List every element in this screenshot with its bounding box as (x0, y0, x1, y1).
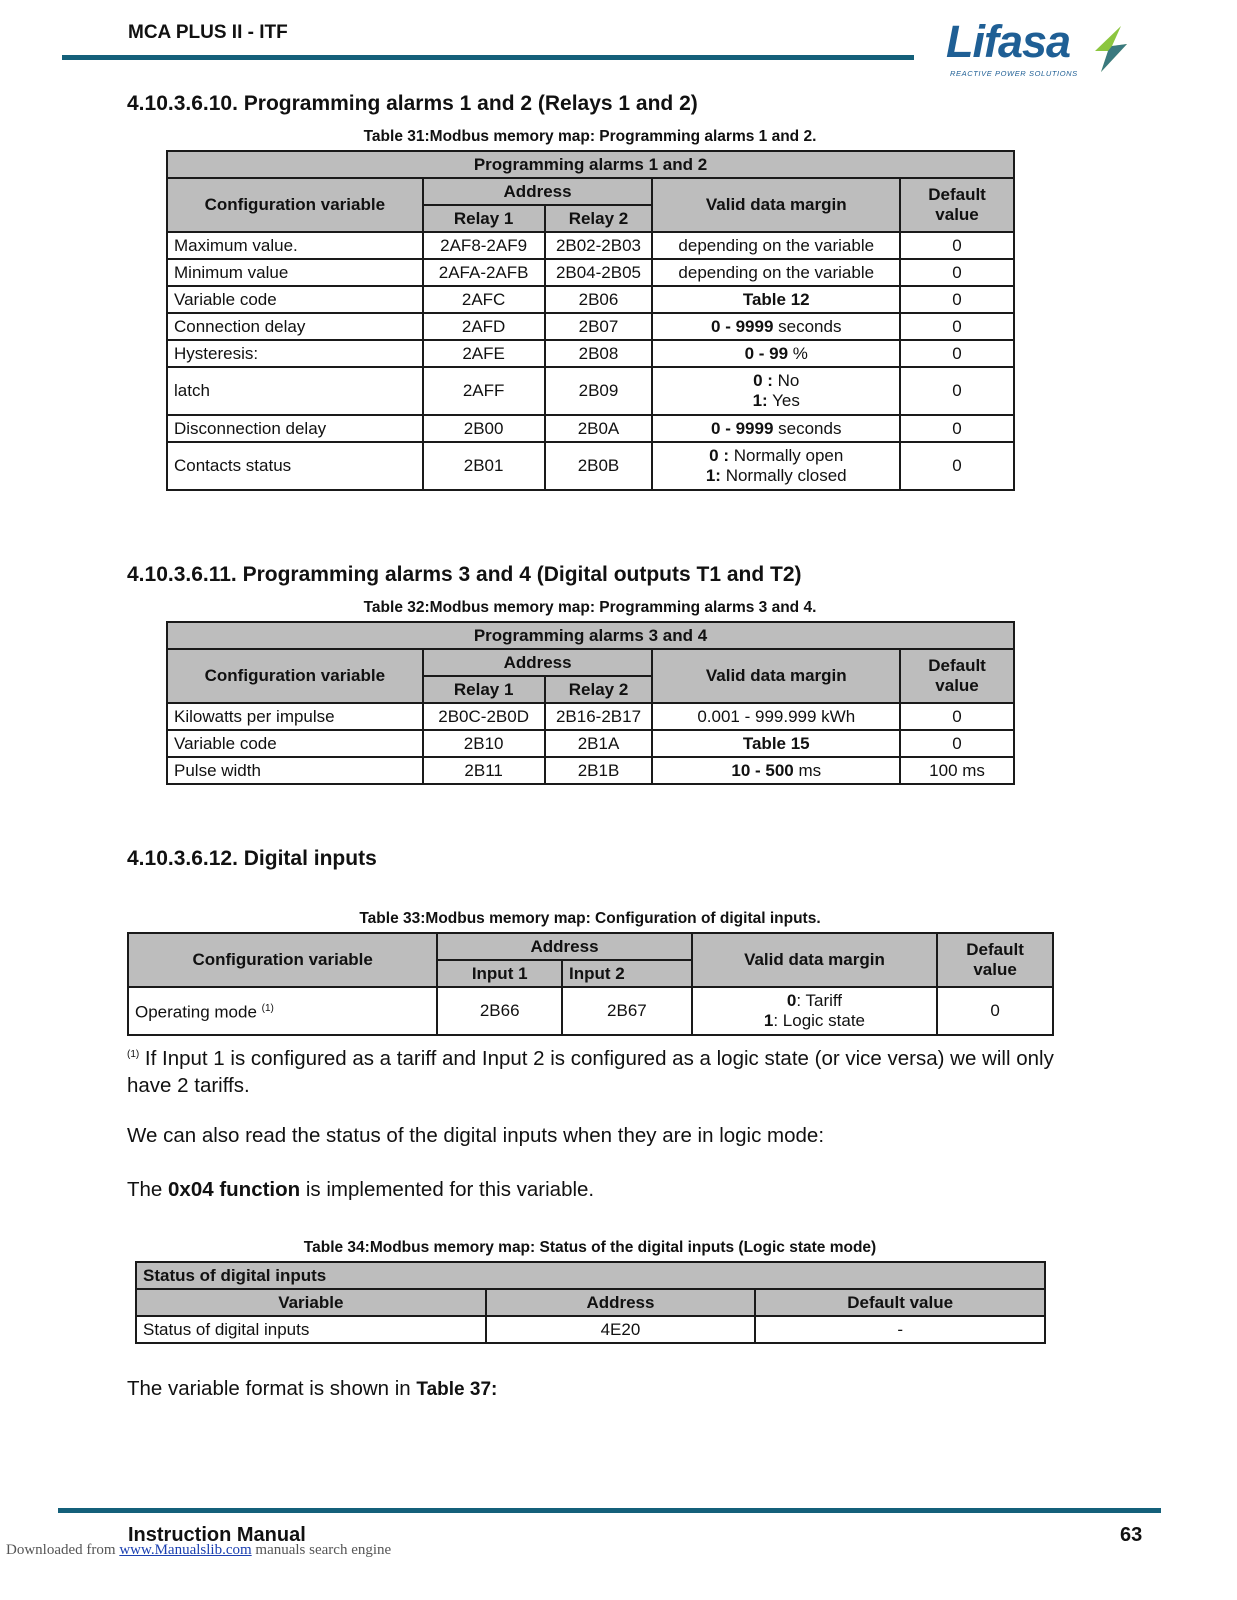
logo-wordmark: Lifasa (946, 16, 1071, 67)
paragraph-function: The 0x04 function is implemented for this variable. (127, 1178, 595, 1201)
cell-margin: 0 - 9999 seconds (652, 313, 900, 340)
paragraph-logic-mode: We can also read the status of the digital inputs when they are in logic mode: (127, 1124, 825, 1147)
cell-margin: 0: Tariff 1: Logic state (692, 987, 937, 1035)
footer-rule (58, 1508, 1161, 1513)
cell-address-relay-1: 2AFF (423, 367, 545, 415)
cell-default: 0 (900, 340, 1014, 367)
cell-address-relay-2: 2B16-2B17 (545, 703, 653, 730)
cell-address-relay-1: 2B10 (423, 730, 545, 757)
section-heading-alarms-1-2: 4.10.3.6.10. Programming alarms 1 and 2 (Relays 1 and 2) (127, 92, 698, 115)
header-rule (62, 55, 914, 60)
table-34 (135, 1261, 1046, 1344)
cell-variable: Maximum value. (167, 232, 423, 259)
cell-margin: 0 - 99 % (652, 340, 900, 367)
cell-address-relay-1: 2B11 (423, 757, 545, 784)
table-group-title: Programming alarms 1 and 2 (167, 151, 1014, 178)
header-valid-data-margin: Valid data margin (692, 933, 937, 987)
cell-variable: Disconnection delay (167, 415, 423, 442)
cell-variable: Connection delay (167, 313, 423, 340)
table-33-caption: Table 33:Modbus memory map: Configuration of digital inputs. (359, 910, 821, 927)
cell-address-input-1: 2B66 (437, 987, 562, 1035)
cell-margin: 0 - 9999 seconds (652, 415, 900, 442)
brand-logo (946, 16, 1136, 80)
cell-variable: Contacts status (167, 442, 423, 490)
cell-address-relay-1: 2AFA-2AFB (423, 259, 545, 286)
table-row (167, 340, 1014, 367)
section-heading-digital-inputs: 4.10.3.6.12. Digital inputs (127, 847, 377, 870)
table-row (167, 232, 1014, 259)
header-configuration-variable: Configuration variable (167, 178, 423, 232)
cell-margin: 0 : No 1: Yes (652, 367, 900, 415)
cell-address-relay-2: 2B1B (545, 757, 653, 784)
table-group-title: Programming alarms 3 and 4 (167, 622, 1014, 649)
cell-variable: Minimum value (167, 259, 423, 286)
cell-variable: latch (167, 367, 423, 415)
table-34-caption: Table 34:Modbus memory map: Status of the digital inputs (Logic state mode) (303, 1239, 877, 1256)
table-31-caption: Table 31:Modbus memory map: Programming alarms 1 and 2. (363, 128, 817, 145)
cell-address-relay-2: 2B02-2B03 (545, 232, 653, 259)
cell-address-relay-1: 2AFC (423, 286, 545, 313)
header-default-value: Default value (900, 178, 1014, 232)
header-configuration-variable: Configuration variable (167, 649, 423, 703)
cell-default: 0 (900, 730, 1014, 757)
page-number: 63 (1120, 1524, 1143, 1546)
table-row (167, 313, 1014, 340)
cell-margin: 0 : Normally open 1: Normally closed (652, 442, 900, 490)
header-address: Address (423, 649, 653, 676)
table-row (167, 259, 1014, 286)
cell-default: 100 ms (900, 757, 1014, 784)
cell-address-relay-1: 2B00 (423, 415, 545, 442)
cell-variable: Pulse width (167, 757, 423, 784)
cell-default: 0 (900, 442, 1014, 490)
table-row (128, 987, 1053, 1035)
header-relay-1: Relay 1 (423, 676, 545, 703)
cell-default: 0 (900, 415, 1014, 442)
table-row (167, 703, 1014, 730)
cell-address-relay-2: 2B08 (545, 340, 653, 367)
table-row (167, 442, 1014, 490)
table-group-title: Status of digital inputs (136, 1262, 1045, 1289)
cell-variable: Status of digital inputs (136, 1316, 486, 1343)
cell-address: 4E20 (486, 1316, 756, 1343)
cell-address-relay-1: 2B0C-2B0D (423, 703, 545, 730)
cell-variable: Hysteresis: (167, 340, 423, 367)
table-31 (166, 150, 1015, 491)
cell-address-relay-2: 2B0B (545, 442, 653, 490)
cell-address-relay-2: 2B07 (545, 313, 653, 340)
table-row (136, 1316, 1045, 1343)
header-variable: Variable (136, 1289, 486, 1316)
header-default-value: Default value (937, 933, 1053, 987)
cell-variable: Variable code (167, 286, 423, 313)
download-notice: Downloaded from www.Manualslib.com manuals search engine (6, 1542, 392, 1558)
cell-margin: Table 12 (652, 286, 900, 313)
table-32 (166, 621, 1015, 785)
header-default-value: Default value (755, 1289, 1045, 1316)
header-relay-2: Relay 2 (545, 205, 653, 232)
header-address: Address (486, 1289, 756, 1316)
cell-variable: Variable code (167, 730, 423, 757)
document-title: MCA PLUS II - ITF (128, 22, 288, 43)
cell-address-relay-1: 2AFD (423, 313, 545, 340)
header-address: Address (423, 178, 653, 205)
header-default-value: Default value (900, 649, 1014, 703)
cell-default: 0 (900, 367, 1014, 415)
header-address: Address (437, 933, 691, 960)
cell-default: 0 (900, 286, 1014, 313)
cell-address-relay-1: 2B01 (423, 442, 545, 490)
cell-address-input-2: 2B67 (562, 987, 692, 1035)
cell-default: 0 (900, 703, 1014, 730)
header-valid-data-margin: Valid data margin (652, 178, 900, 232)
cell-margin: depending on the variable (652, 232, 900, 259)
footer-manual-label: Instruction Manual (128, 1524, 306, 1546)
cell-address-relay-2: 2B09 (545, 367, 653, 415)
cell-variable: Kilowatts per impulse (167, 703, 423, 730)
cell-address-relay-2: 2B1A (545, 730, 653, 757)
table-33 (127, 932, 1054, 1036)
table-row (167, 286, 1014, 313)
table-row (167, 367, 1014, 415)
cell-address-relay-2: 2B06 (545, 286, 653, 313)
cell-default: 0 (900, 313, 1014, 340)
cell-margin: 0.001 - 999.999 kWh (652, 703, 900, 730)
paragraph-variable-format: The variable format is shown in Table 37: (127, 1377, 498, 1400)
header-configuration-variable: Configuration variable (128, 933, 437, 987)
footnote: $^{(1)}$ If Input 1 is configured as a tariff and Input 2 is configured as a logic state (or vice versa) we will only have 2 tariffs. (127, 1046, 1054, 1097)
manualslib-link[interactable]: www.Manualslib.com (119, 1542, 252, 1558)
cell-address-relay-2: 2B0A (545, 415, 653, 442)
header-valid-data-margin: Valid data margin (652, 649, 900, 703)
cell-margin: Table 15 (652, 730, 900, 757)
table-row (167, 415, 1014, 442)
lightning-bolt-icon (1081, 24, 1133, 74)
cell-address-relay-1: 2AFE (423, 340, 545, 367)
header-input-1: Input 1 (437, 960, 562, 987)
cell-variable: Operating mode $^{(1)}$ (128, 987, 437, 1035)
cell-margin: depending on the variable (652, 259, 900, 286)
header-relay-1: Relay 1 (423, 205, 545, 232)
table-row (167, 730, 1014, 757)
logo-tagline: REACTIVE POWER SOLUTIONS (950, 69, 1078, 78)
cell-default: 0 (900, 259, 1014, 286)
table-row (167, 757, 1014, 784)
cell-margin: 10 - 500 ms (652, 757, 900, 784)
table-32-caption: Table 32:Modbus memory map: Programming alarms 3 and 4. (363, 599, 817, 616)
cell-default: - (755, 1316, 1045, 1343)
cell-default: 0 (900, 232, 1014, 259)
header-relay-2: Relay 2 (545, 676, 653, 703)
cell-address-relay-1: 2AF8-2AF9 (423, 232, 545, 259)
section-heading-alarms-3-4: 4.10.3.6.11. Programming alarms 3 and 4 (Digital outputs T1 and T2) (127, 563, 802, 586)
cell-address-relay-2: 2B04-2B05 (545, 259, 653, 286)
header-input-2: Input 2 (562, 960, 692, 987)
cell-default: 0 (937, 987, 1053, 1035)
